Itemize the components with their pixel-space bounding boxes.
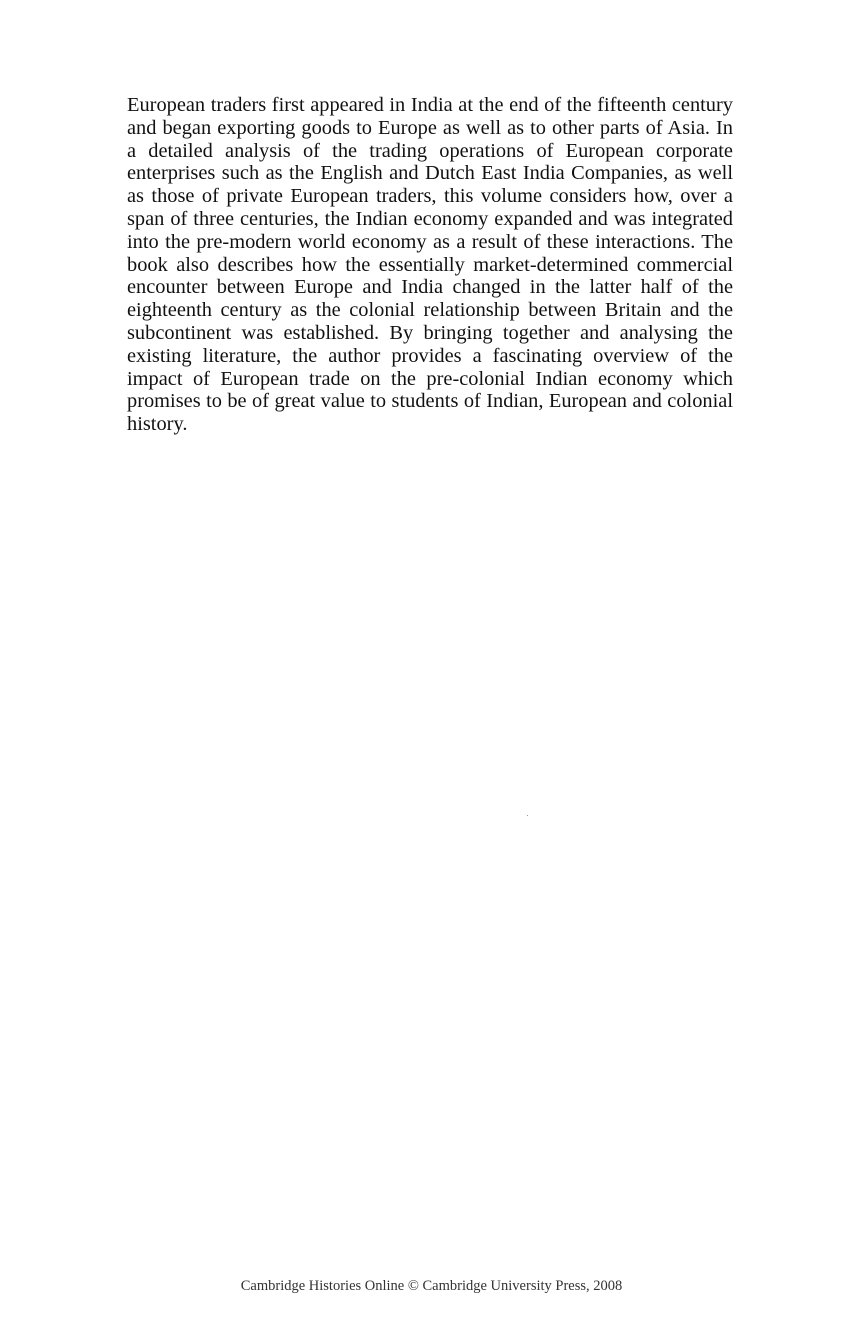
- scan-speck: [527, 815, 528, 816]
- book-description: European traders first appeared in India at the end of the fifteenth century and began exporting goods to Europe as well as to other parts of Asia. In a detailed analysis of the trading operations of European corporate enterprises such as the English and Dutch East India Companies, as well as those of private European traders, this volume considers how, over a span of three centuries, the Indian economy expanded and was integrated into the pre-modern world economy as a result of these interactions. The book also describes how the essentially market-determined commercial encounter between Europe and India changed in the latter half of the eighteenth century as the colonial relationship between Britain and the subcontinent was established. By bringing together and analysing the existing literature, the author provides a fascinating overview of the impact of European trade on the pre-colonial Indian economy which promises to be of great value to students of Indian, European and colonial history.: [127, 94, 733, 436]
- copyright-footer: Cambridge Histories Online © Cambridge University Press, 2008: [240, 1278, 623, 1294]
